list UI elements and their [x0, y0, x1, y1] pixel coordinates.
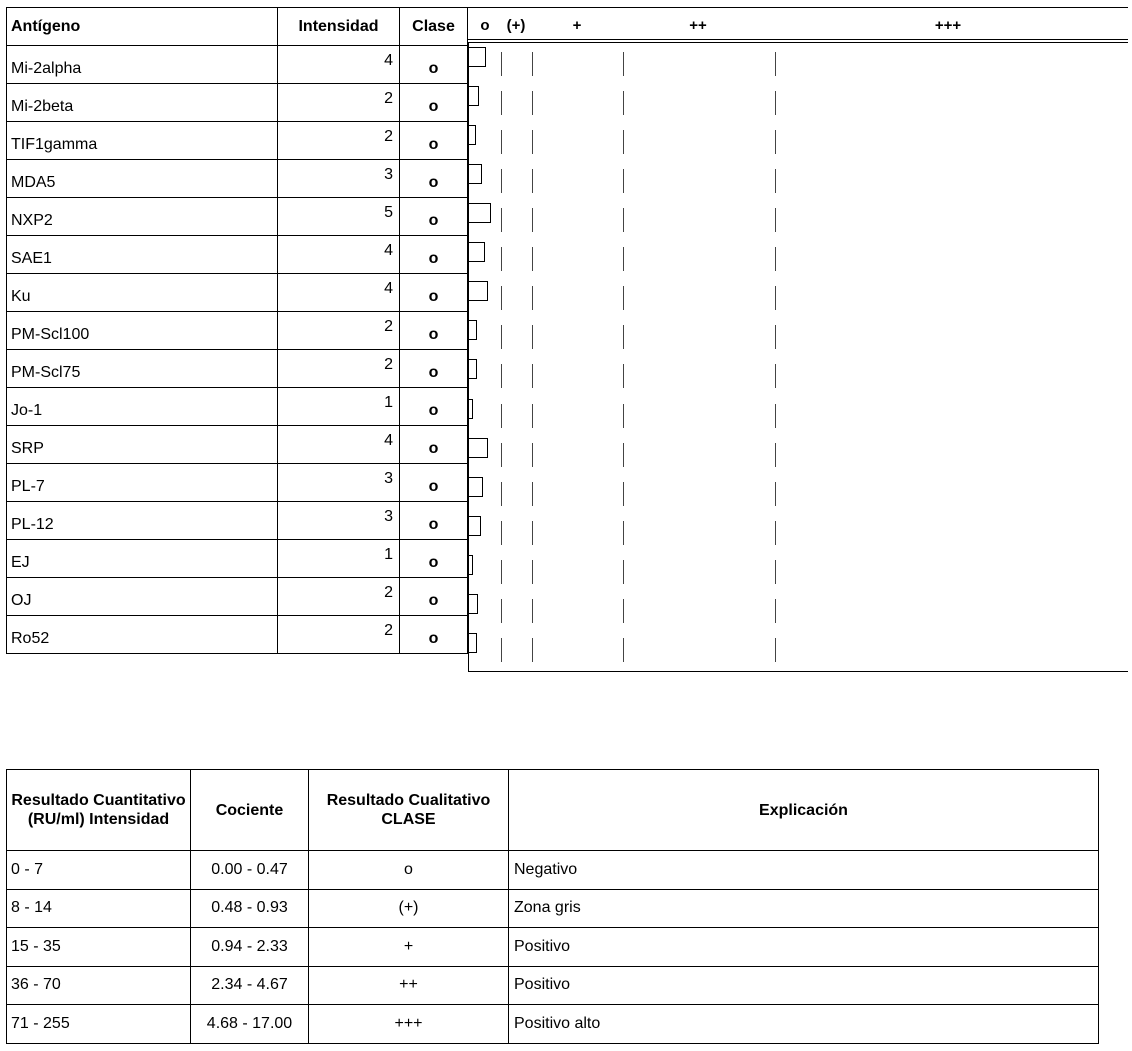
graph-gridline: [775, 52, 776, 76]
graph-gridline: [775, 247, 776, 271]
class-cell: o: [400, 46, 468, 84]
graph-gridline: [532, 208, 533, 232]
intensity-cell: 4: [278, 236, 400, 274]
legend-ratio-cell: 0.94 - 2.33: [191, 928, 309, 967]
legend-class-cell: +: [309, 928, 509, 967]
antigen-cell: OJ: [7, 578, 278, 616]
antigen-cell: PL-7: [7, 464, 278, 502]
class-cell: o: [400, 160, 468, 198]
graph-gridline: [532, 325, 533, 349]
legend-row: [7, 889, 1099, 928]
intensity-bar: [469, 203, 491, 223]
graph-gridline: [623, 91, 624, 115]
antigen-cell: PM-Scl75: [7, 350, 278, 388]
class-header: Clase: [400, 8, 468, 46]
class-cell: o: [400, 236, 468, 274]
graph-gridline: [532, 364, 533, 388]
graph-gridline: [532, 404, 533, 428]
graph-gridline: [775, 638, 776, 662]
class-cell: o: [400, 198, 468, 236]
table-row: [7, 426, 468, 464]
graph-gridline: [501, 404, 502, 428]
graph-gridline: [775, 364, 776, 388]
antigen-cell: Mi-2alpha: [7, 46, 278, 84]
intensity-cell: 1: [278, 388, 400, 426]
graph-class-label: (+): [506, 17, 526, 34]
legend-ratio-cell: 0.00 - 0.47: [191, 851, 309, 890]
graph-gridline: [501, 208, 502, 232]
intensity-bar: [469, 516, 481, 536]
graph-gridline: [501, 52, 502, 76]
legend-ratio-cell: 2.34 - 4.67: [191, 966, 309, 1005]
intensity-cell: 2: [278, 84, 400, 122]
antigen-cell: NXP2: [7, 198, 278, 236]
graph-gridline: [623, 599, 624, 623]
graph-gridline: [623, 638, 624, 662]
graph-gridline: [623, 560, 624, 584]
graph-gridline: [623, 521, 624, 545]
graph-gridline: [623, 169, 624, 193]
graph-gridline: [623, 247, 624, 271]
graph-gridline: [501, 599, 502, 623]
table-row: [7, 616, 468, 654]
graph-gridline: [501, 325, 502, 349]
graph-gridline: [775, 521, 776, 545]
table-row: [7, 84, 468, 122]
legend-explanation-header: Explicación: [509, 770, 1099, 851]
class-cell: o: [400, 312, 468, 350]
graph-gridline: [623, 325, 624, 349]
table-row: [7, 274, 468, 312]
graph-gridline: [532, 286, 533, 310]
intensity-cell: 4: [278, 46, 400, 84]
legend-ratio-cell: 0.48 - 0.93: [191, 889, 309, 928]
graph-gridline: [501, 91, 502, 115]
graph-gridline: [501, 169, 502, 193]
antigen-cell: Mi-2beta: [7, 84, 278, 122]
legend-range-cell: 15 - 35: [7, 928, 191, 967]
legend-range-cell: 36 - 70: [7, 966, 191, 1005]
graph-gridline: [775, 560, 776, 584]
graph-gridline: [532, 52, 533, 76]
graph-gridline: [623, 404, 624, 428]
graph-gridline: [775, 482, 776, 506]
graph-top-border: [468, 7, 1128, 8]
graph-gridline: [775, 91, 776, 115]
graph-class-label: +: [572, 17, 582, 34]
table-row: [7, 312, 468, 350]
intensity-bar: [469, 477, 483, 497]
intensity-cell: 2: [278, 578, 400, 616]
intensity-bar: [469, 359, 477, 379]
graph-gridline: [775, 443, 776, 467]
class-cell: o: [400, 84, 468, 122]
graph-class-label: o: [480, 17, 490, 34]
intensity-bar: [469, 320, 477, 340]
graph-gridline: [532, 247, 533, 271]
graph-gridline: [623, 443, 624, 467]
legend-explanation-cell: Negativo: [509, 851, 1099, 890]
graph-gridline: [775, 599, 776, 623]
intensity-cell: 3: [278, 464, 400, 502]
legend-class-cell: (+): [309, 889, 509, 928]
graph-class-label: +++: [934, 17, 962, 34]
legend-range-cell: 0 - 7: [7, 851, 191, 890]
legend-class-cell: o: [309, 851, 509, 890]
class-cell: o: [400, 464, 468, 502]
intensity-cell: 3: [278, 160, 400, 198]
antigen-cell: SRP: [7, 426, 278, 464]
intensity-cell: 4: [278, 426, 400, 464]
antigen-cell: MDA5: [7, 160, 278, 198]
class-cell: o: [400, 274, 468, 312]
graph-gridline: [532, 638, 533, 662]
table-row: [7, 236, 468, 274]
legend-ratio-cell: 4.68 - 17.00: [191, 1005, 309, 1044]
graph-gridline: [532, 482, 533, 506]
intensity-cell: 2: [278, 312, 400, 350]
antigen-header: Antígeno: [7, 8, 278, 46]
intensity-bar: [469, 164, 482, 184]
table-row: [7, 350, 468, 388]
intensity-bar: [469, 555, 473, 575]
intensity-bar: [469, 125, 476, 145]
antigen-cell: TIF1gamma: [7, 122, 278, 160]
class-cell: o: [400, 502, 468, 540]
graph-gridline: [532, 560, 533, 584]
intensity-cell: 1: [278, 540, 400, 578]
legend-explanation-cell: Positivo: [509, 966, 1099, 1005]
class-cell: o: [400, 388, 468, 426]
intensity-bar: [469, 281, 488, 301]
graph-header-line-2: [468, 42, 1128, 43]
graph-gridline: [623, 52, 624, 76]
intensity-bar: [469, 86, 479, 106]
antigen-cell: Ro52: [7, 616, 278, 654]
graph-gridline: [532, 91, 533, 115]
legend-explanation-cell: Positivo: [509, 928, 1099, 967]
legend-quant-header: Resultado Cuantitativo (RU/ml) Intensidad: [7, 770, 191, 851]
graph-gridline: [501, 130, 502, 154]
intensity-header: Intensidad: [278, 8, 400, 46]
intensity-cell: 2: [278, 350, 400, 388]
graph-gridline: [501, 638, 502, 662]
antigen-cell: PM-Scl100: [7, 312, 278, 350]
graph-gridline: [532, 130, 533, 154]
class-cell: o: [400, 616, 468, 654]
graph-gridline: [501, 521, 502, 545]
class-cell: o: [400, 426, 468, 464]
graph-class-label: ++: [689, 17, 707, 34]
intensity-bar: [469, 242, 485, 262]
intensity-graph: [468, 7, 1128, 672]
intensity-bar: [469, 633, 477, 653]
antigen-cell: EJ: [7, 540, 278, 578]
class-cell: o: [400, 122, 468, 160]
graph-gridline: [501, 286, 502, 310]
intensity-cell: 2: [278, 122, 400, 160]
graph-gridline: [532, 443, 533, 467]
legend-class-cell: ++: [309, 966, 509, 1005]
table-row: [7, 122, 468, 160]
legend-table: [6, 769, 1099, 1044]
graph-gridline: [775, 325, 776, 349]
graph-gridline: [532, 521, 533, 545]
legend-class-cell: +++: [309, 1005, 509, 1044]
graph-gridline: [775, 130, 776, 154]
class-cell: o: [400, 350, 468, 388]
results-table: [6, 7, 468, 654]
intensity-bar: [469, 47, 486, 67]
legend-ratio-header: Cociente: [191, 770, 309, 851]
legend-qual-header: Resultado Cualitativo CLASE: [309, 770, 509, 851]
graph-gridline: [501, 364, 502, 388]
graph-gridline: [623, 286, 624, 310]
intensity-cell: 3: [278, 502, 400, 540]
graph-gridline: [775, 169, 776, 193]
graph-gridline: [775, 286, 776, 310]
class-cell: o: [400, 578, 468, 616]
graph-gridline: [501, 560, 502, 584]
intensity-cell: 5: [278, 198, 400, 236]
table-row: [7, 578, 468, 616]
intensity-bar: [469, 438, 488, 458]
intensity-bar: [469, 399, 473, 419]
legend-explanation-cell: Zona gris: [509, 889, 1099, 928]
intensity-cell: 4: [278, 274, 400, 312]
graph-bottom-border: [468, 671, 1128, 672]
graph-gridline: [532, 169, 533, 193]
graph-gridline: [623, 130, 624, 154]
graph-gridline: [775, 404, 776, 428]
legend-explanation-cell: Positivo alto: [509, 1005, 1099, 1044]
class-cell: o: [400, 540, 468, 578]
graph-gridline: [501, 247, 502, 271]
intensity-bar: [469, 594, 478, 614]
legend-row: [7, 1005, 1099, 1044]
legend-range-cell: 71 - 255: [7, 1005, 191, 1044]
legend-row: [7, 851, 1099, 890]
table-row: [7, 160, 468, 198]
graph-gridline: [501, 443, 502, 467]
antigen-cell: Jo-1: [7, 388, 278, 426]
table-row: [7, 388, 468, 426]
graph-gridline: [775, 208, 776, 232]
graph-gridline: [532, 599, 533, 623]
intensity-cell: 2: [278, 616, 400, 654]
antigen-cell: Ku: [7, 274, 278, 312]
results-header-row: [7, 8, 468, 46]
antigen-cell: SAE1: [7, 236, 278, 274]
legend-range-cell: 8 - 14: [7, 889, 191, 928]
table-row: [7, 198, 468, 236]
antigen-cell: PL-12: [7, 502, 278, 540]
legend-header-row: [7, 770, 1099, 851]
table-row: [7, 46, 468, 84]
legend-row: [7, 928, 1099, 967]
graph-gridline: [623, 482, 624, 506]
legend-row: [7, 966, 1099, 1005]
graph-header-line: [468, 39, 1128, 40]
table-row: [7, 464, 468, 502]
graph-gridline: [501, 482, 502, 506]
table-row: [7, 540, 468, 578]
graph-gridline: [623, 208, 624, 232]
table-row: [7, 502, 468, 540]
graph-gridline: [623, 364, 624, 388]
